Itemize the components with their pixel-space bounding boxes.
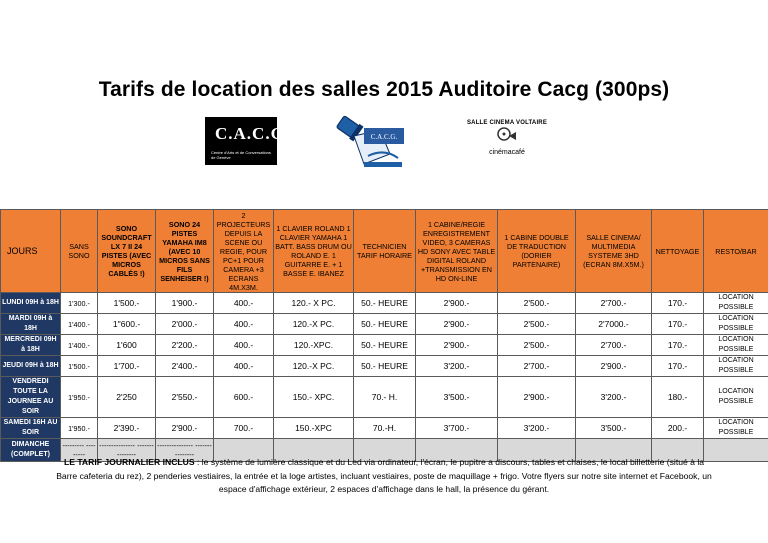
table-cell: 1'400.-: [61, 314, 98, 335]
table-cell: 170.-: [652, 293, 704, 314]
table-cell: 180.-: [652, 377, 704, 418]
table-cell: 3'200.-: [576, 377, 652, 418]
column-header-instruments: 1 CLAVIER ROLAND 1 CLAVIER YAMAHA 1 BATT. BASS DRUM OU ROLAND E. 1 GUITARRE E. + 1 BASSE E. IBANEZ: [274, 210, 354, 293]
row-day-label: SAMEDI 16H AU SOIR: [1, 418, 61, 439]
table-cell: 200.-: [652, 418, 704, 439]
table-cell: 2'550.-: [156, 377, 214, 418]
table-cell: 2'900.-: [416, 293, 498, 314]
table-header-row: [1, 210, 768, 293]
cacg-logo-subtitle: Centre d'Arts et de Conversations de Genève: [211, 150, 271, 160]
table-cell: 400.-: [214, 314, 274, 335]
table-cell: 400.-: [214, 293, 274, 314]
table-cell: 120.- X PC.: [274, 293, 354, 314]
cacg-spotlight-logo: [334, 112, 408, 172]
cinema-voltaire-title: SALLE CINEMA VOLTAIRE: [466, 120, 548, 126]
table-cell: 2'500.-: [498, 314, 576, 335]
table-cell: 600.-: [214, 377, 274, 418]
table-cell: 2'500.-: [498, 335, 576, 356]
table-cell: 2'7000.-: [576, 314, 652, 335]
column-header-technicien: TECHNICIEN TARIF HORAIRE: [354, 210, 416, 293]
table-cell: 400.-: [214, 335, 274, 356]
column-header-sans-sono: SANS SONO: [61, 210, 98, 293]
table-cell: 3'500.-: [416, 377, 498, 418]
tarif-note: [54, 456, 714, 497]
table-cell: 1'950.-: [61, 418, 98, 439]
cacg-logo-text: C.A.C.G.: [215, 124, 291, 143]
spotlight-icon: [334, 112, 408, 172]
table-cell: 120.-X PC.: [274, 356, 354, 377]
tarif-note-text: : le système de lumière classique et du Led via ordinateur, l'écran, le pupitre a discours, tables et chaises, le local billetterie (situé à la Barre cafeteria du rez), 2 penderies vestiaires, la entrée et la loge artistes, incluant vestiaires, poste de maquillage + frigo. Votre flyers sur notre site internet et Facebook, un espace d'affichage extérieur, 2 espaces d'affichage dans le hall, la présence du gérant.: [56, 457, 712, 494]
table-cell: 1'950.-: [61, 377, 98, 418]
table-cell: 50.- HEURE: [354, 335, 416, 356]
cacg-logo: [205, 117, 291, 165]
table-cell: 1'400.-: [61, 335, 98, 356]
table-cell: 1'500.-: [61, 356, 98, 377]
row-day-label: MARDI 09H à 18H: [1, 314, 61, 335]
table-cell: 2'900.-: [498, 377, 576, 418]
column-header-projecteurs: 2 PROJECTEURS DEPUIS LA SCENE OU REGIE, POUR PC+1 POUR CAMERA +3 ECRANS 4M.X3M.: [214, 210, 274, 293]
row-day-label: LUNDI 09H à 18H: [1, 293, 61, 314]
table-cell: 2'900.-: [156, 418, 214, 439]
table-cell: 70.- H.: [354, 377, 416, 418]
table-cell: --------- ---------: [61, 439, 98, 462]
table-cell: 3'200.-: [498, 418, 576, 439]
table-cell: 2'900.-: [416, 335, 498, 356]
table-cell: LOCATION POSSIBLE: [704, 335, 768, 356]
table-cell: 2'390.-: [98, 418, 156, 439]
table-cell: 400.-: [214, 356, 274, 377]
table-cell: LOCATION POSSIBLE: [704, 418, 768, 439]
table-cell: --------------- ---------------: [156, 439, 214, 462]
table-cell: 50.- HEURE: [354, 293, 416, 314]
page-title: Tarifs de location des salles 2015 Auditoire Cacg (300ps): [98, 78, 670, 101]
table-row: [1, 418, 768, 439]
column-header-salle-cinema: SALLE CINEMA/ MULTIMEDIA SYSTEME 3HD (ECRAN 8M.X5M.): [576, 210, 652, 293]
table-cell: 1'300.-: [61, 293, 98, 314]
table-row: [1, 356, 768, 377]
row-day-label: VENDREDI TOUTE LA JOURNEE AU SOIR: [1, 377, 61, 418]
table-cell: 170.-: [652, 314, 704, 335]
row-day-label: DIMANCHE (COMPLET): [1, 439, 61, 462]
table-cell: --------------- ---------------: [98, 439, 156, 462]
table-cell: 120.-XPC.: [274, 335, 354, 356]
table-cell: 1'600: [98, 335, 156, 356]
table-cell: 150.- XPC.: [274, 377, 354, 418]
table-cell: 50.- HEURE: [354, 314, 416, 335]
table-cell: LOCATION POSSIBLE: [704, 314, 768, 335]
table-cell: 700.-: [214, 418, 274, 439]
table-cell: LOCATION POSSIBLE: [704, 293, 768, 314]
table-cell: 2'000.-: [156, 314, 214, 335]
column-header-jours: JOURS: [1, 210, 61, 293]
table-cell: 1'900.-: [156, 293, 214, 314]
column-header-nettoyage: NETTOYAGE: [652, 210, 704, 293]
film-reel-icon: [496, 126, 518, 142]
column-header-sono-yamaha: SONO 24 PISTES YAMAHA IM8 (AVEC 10 MICROS SANS FILS SENHEISER !): [156, 210, 214, 293]
table-cell: 2'700.-: [576, 335, 652, 356]
column-header-sono-soundcraft: SONO SOUNDCRAFT LX 7 II 24 PISTES (AVEC MICROS CABLÉS !): [98, 210, 156, 293]
table-cell: 3'700.-: [416, 418, 498, 439]
pricing-table: [0, 209, 768, 462]
table-cell: 2'700.-: [576, 293, 652, 314]
table-row: [1, 293, 768, 314]
table-cell: 2'400.-: [156, 356, 214, 377]
cinema-voltaire-logo: [462, 120, 552, 170]
table-cell: 1''600.-: [98, 314, 156, 335]
table-cell: 2'500.-: [498, 293, 576, 314]
row-day-label: JEUDI 09H à 18H: [1, 356, 61, 377]
table-row: [1, 335, 768, 356]
table-cell: 50.- HEURE: [354, 356, 416, 377]
table-cell: 2'900.-: [576, 356, 652, 377]
table-cell: 170.-: [652, 335, 704, 356]
column-header-resto-bar: RESTO/BAR: [704, 210, 768, 293]
table-cell: 120.-X PC.: [274, 314, 354, 335]
table-cell: 2'250: [98, 377, 156, 418]
table-cell: 1'700.-: [98, 356, 156, 377]
cinema-voltaire-subtitle: cinémacafé: [489, 149, 525, 156]
table-cell: 70.-H.: [354, 418, 416, 439]
table-cell: 2'700.-: [498, 356, 576, 377]
tarif-note-heading: LE TARIF JOURNALIER INCLUS: [63, 457, 195, 467]
table-row: [1, 377, 768, 418]
table-cell: LOCATION POSSIBLE: [704, 377, 768, 418]
table-cell: LOCATION POSSIBLE: [704, 356, 768, 377]
table-cell: 2'200.-: [156, 335, 214, 356]
column-header-cabine-traduction: 1 CABINE DOUBLE DE TRADUCTION (DORIER PARTENAIRE): [498, 210, 576, 293]
row-day-label: MERCREDI 09H à 18H: [1, 335, 61, 356]
table-row: [1, 314, 768, 335]
table-cell: 1'500.-: [98, 293, 156, 314]
table-cell: 3'500.-: [576, 418, 652, 439]
cacg-spotlight-logo-text: C.A.C.G.: [370, 133, 398, 141]
table-cell: 2'900.-: [416, 314, 498, 335]
table-cell: 170.-: [652, 356, 704, 377]
column-header-cabine-video: 1 CABINE/REGIE ENREGISTREMENT VIDEO, 3 CAMERAS HD SONY AVEC TABLE DIGITAL ROLAND +TRANSMISSION EN HD ON-LINE: [416, 210, 498, 293]
table-cell: 3'200.-: [416, 356, 498, 377]
table-cell: 150.-XPC: [274, 418, 354, 439]
